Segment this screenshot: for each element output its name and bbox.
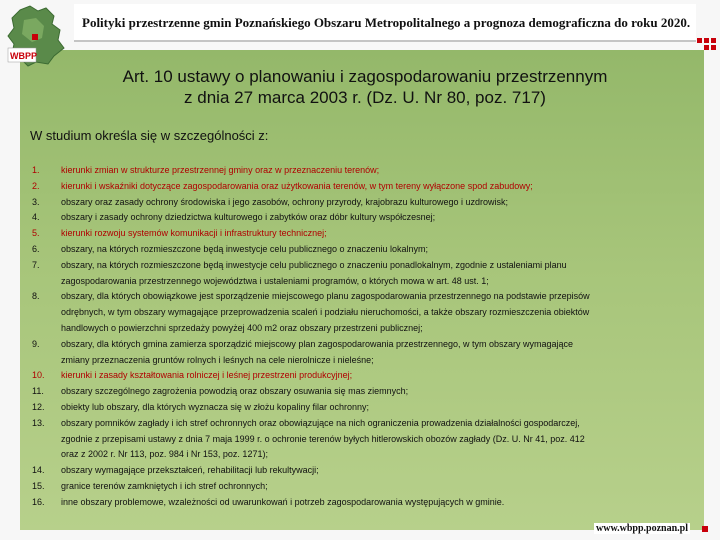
list-item [30,289,700,336]
decor-square [711,45,716,50]
list-item [30,258,700,290]
list-item-line: oraz z 2002 r. Nr 113, poz. 984 i Nr 153, poz. 1271); [61,449,268,460]
list-item [30,337,700,369]
list-item [30,368,700,384]
list-item-line: kierunki rozwoju systemów komunikacji i infrastruktury technicznej; [61,228,327,239]
intro-text: W studium określa się w szczególności z: [30,128,269,143]
list-item-number: 6. [32,243,40,254]
footer-url[interactable]: www.wbpp.poznan.pl [596,523,688,534]
list-item-line: obiekty lub obszary, dla których wyznacza się w złożu kopaliny filar ochronny; [61,401,369,412]
list-item [30,495,700,511]
header-bar [74,4,696,42]
list-item-line: obszary szczególnego zagrożenia powodzią oraz obszary osuwania się mas ziemnych; [61,386,409,397]
wbpp-map-logo [2,2,72,70]
list-item-line: granice terenów zamkniętych i ich stref ochronnych; [61,480,268,491]
list-item-line: odrębnych, w tym obszary wymagające przeprowadzenia scaleń i podziału nieruchomości, a także obszary rozmieszczenia obiektów [61,307,590,318]
list-item-number: 10. [32,370,45,381]
list-item [30,242,700,258]
list-item [30,210,700,226]
list-item-line: zgodnie z przepisami ustawy z dnia 7 maja 1999 r. o ochronie terenów byłych hitlerowskich obozów zagłady (Dz. U. Nr 41, poz. 412 [61,433,585,444]
list-item [30,384,700,400]
list-item [30,179,700,195]
list-item-number: 3. [32,196,40,207]
list-item [30,195,700,211]
list-item-line: obszary pomników zagłady i ich stref ochronnych oraz obowiązujące na nich ograniczenia prowadzenia działalności gospodarczej, [61,417,580,428]
list-item-line: inne obszary problemowe, wzależności od uwarunkowań i potrzeb zagospodarowania występujących w gminie. [61,496,505,507]
list-item-number: 1. [32,165,40,175]
list-item-line: zmiany przeznaczenia gruntów rolnych i leśnych na cele nierolnicze i nieleśne; [61,354,374,365]
logo-text: WBPP [10,51,37,61]
list-item [30,226,700,242]
list-item-line: obszary, dla których obowiązkowe jest sporządzenie miejscowego planu zagospodarowania przestrzennego na podstawie przepisów [61,291,590,302]
list-item-line: obszary oraz zasady ochrony środowiska i jego zasobów, ochrony przyrody, krajobrazu kulturowego i uzdrowisk; [61,196,509,207]
heading-line-1: Art. 10 ustawy o planowaniu i zagospodarowaniu przestrzennym [122,67,608,86]
list-item-number: 8. [32,291,40,302]
list-item-line: obszary, na których rozmieszczone będą inwestycje celu publicznego o znaczeniu ponadlokalnym, zgodnie z ustaleniami planu [61,259,567,270]
decor-square [704,38,709,43]
list-item-number: 16. [32,496,45,507]
list-item [30,463,700,479]
footer-square [702,526,708,532]
list-item-number: 11. [32,386,44,397]
list-item-line: obszary, na których rozmieszczone będą inwestycje celu publicznego o znaczeniu lokalnym; [61,243,429,254]
list-item-number: 5. [32,228,40,239]
list-item-line: zagospodarowania przestrzennego województwa i ustaleniami programów, o których mowa w art. 48 ust. 1; [61,275,489,286]
list-item [30,479,700,495]
list-item [30,400,700,416]
decor-square [711,38,716,43]
list-item-line: obszary i zasady ochrony dziedzictwa kulturowego i zabytków oraz dóbr kultury współczesnej; [61,212,436,223]
list-item-line: kierunki zmian w strukturze przestrzennej gminy oraz w przeznaczeniu terenów; [61,165,380,175]
list-item-line: obszary wymagające przekształceń, rehabilitacji lub rekultywacji; [61,465,319,476]
list-item [30,416,700,463]
requirements-list [30,163,700,511]
decor-square [704,45,709,50]
list-item-number: 9. [32,338,40,349]
list-item-line: kierunki i zasady kształtowania rolniczej i leśnej przestrzeni produkcyjnej; [61,370,353,381]
main-heading [40,66,690,108]
list-item-number: 4. [32,212,40,223]
list-item-line: kierunki i wskaźniki dotyczące zagospodarowania oraz użytkowania terenów, w tym tereny wyłączone spod zabudowy; [61,180,533,191]
list-item-line: handlowych o powierzchni sprzedaży powyżej 400 m2 oraz obszary przestrzeni publicznej; [61,322,423,333]
list-item-line: obszary, dla których gmina zamierza sporządzić miejscowy plan zagospodarowania przestrzennego, w tym obszary wymagające [61,338,574,349]
list-item-number: 15. [32,480,45,491]
list-item [30,163,700,179]
list-item-number: 13. [32,417,45,428]
list-item-number: 2. [32,180,40,191]
heading-line-2: z dnia 27 marca 2003 r. (Dz. U. Nr 80, poz. 717) [184,88,546,107]
header-title: Polityki przestrzenne gmin Poznańskiego Obszaru Metropolitalnego a prognoza demograficzna do roku 2020. [82,15,691,30]
list-item-number: 14. [32,465,45,476]
list-item-number: 12. [32,401,45,412]
decor-square [697,38,702,43]
list-item-number: 7. [32,259,40,270]
